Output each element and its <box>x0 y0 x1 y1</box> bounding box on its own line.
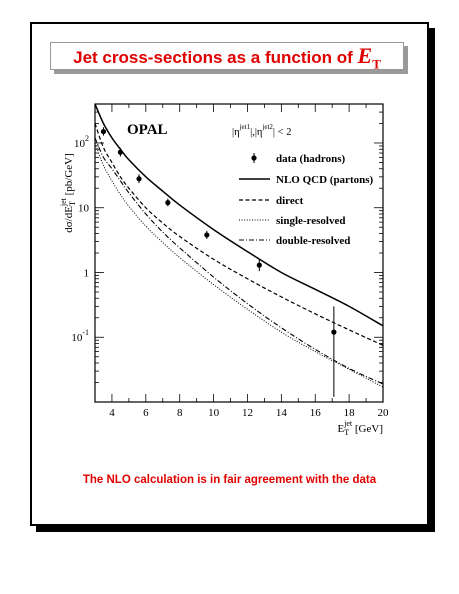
x-tick-label: 20 <box>377 407 389 419</box>
cut-label: $|\eta^{jet1}|,|\eta^{jet2}| < 2$ <box>232 123 292 138</box>
x-tick-label: 14 <box>275 407 287 419</box>
y-axis-label: $d\sigma/dE_Tjet$ [pb/GeV] <box>59 153 77 233</box>
x-tick-label: 16 <box>309 407 321 419</box>
data-point <box>136 176 141 181</box>
data-point <box>204 232 209 237</box>
legend-label-direct: direct <box>276 195 304 207</box>
title-text: Jet cross-sections as a function of <box>73 48 353 67</box>
data-point <box>257 263 262 268</box>
legend-label-single-resolved: single-resolved <box>276 215 346 227</box>
legend-label-data: data (hadrons) <box>276 153 346 165</box>
x-tick-label: 18 <box>343 407 355 419</box>
cross-section-chart <box>32 24 427 524</box>
data-point <box>118 150 123 155</box>
x-tick-label: 8 <box>176 407 183 419</box>
plot-frame <box>95 104 383 402</box>
legend-data-marker <box>251 155 256 160</box>
data-point <box>331 330 336 335</box>
y-tick-label: $10^{-1}$ <box>71 328 89 345</box>
x-axis-label: $E_Tjet$ [GeV] <box>337 419 383 437</box>
conclusion-text: The NLO calculation is in fair agreement with the data <box>82 474 377 486</box>
experiment-label: OPAL <box>127 122 168 138</box>
y-tick-label: 1 <box>83 267 89 280</box>
x-tick-label: 12 <box>241 407 253 419</box>
data-point <box>165 200 170 205</box>
slide <box>30 22 429 526</box>
title-symbol: $E_T$ <box>357 43 381 72</box>
y-tick-label: 10 <box>78 202 89 215</box>
x-tick-label: 6 <box>143 407 149 419</box>
x-tick-label: 10 <box>208 407 220 419</box>
legend-label-nlo-qcd-partons: NLO QCD (partons) <box>276 174 374 186</box>
legend-label-double-resolved: double-resolved <box>276 235 351 247</box>
data-point <box>101 129 106 134</box>
x-tick-label: 4 <box>109 407 115 419</box>
y-tick-label: $10^2$ <box>74 133 89 150</box>
